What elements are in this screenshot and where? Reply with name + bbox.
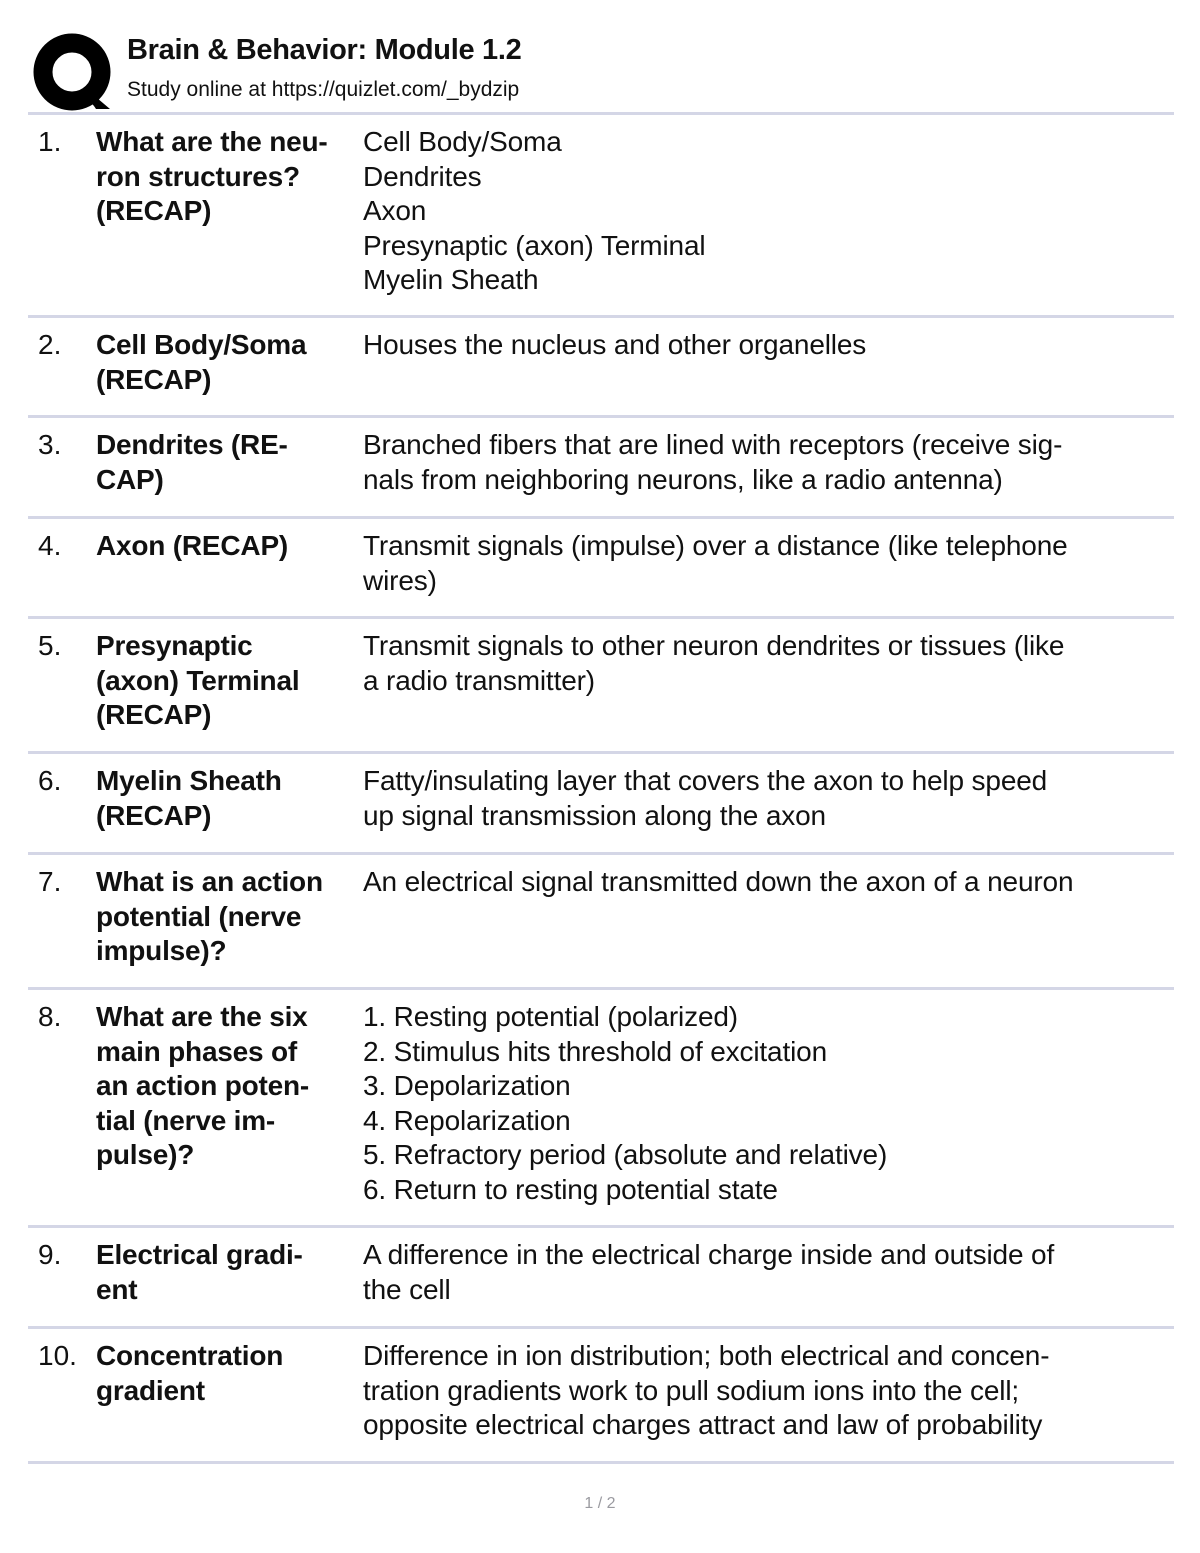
flashcard-row (28, 418, 1174, 519)
flashcard-row (28, 1228, 1174, 1329)
card-number: 8. (38, 1001, 62, 1032)
quizlet-logo-icon (32, 32, 136, 112)
card-term: Dendrites (RE- CAP) (96, 429, 288, 495)
card-definition: Cell Body/Soma Dendrites Axon Presynaptic (axon) Terminal Myelin Sheath (363, 126, 706, 295)
card-definition: An electrical signal transmitted down the axon of a neuron (363, 866, 1074, 897)
flashcard-row (28, 754, 1174, 855)
page-title: Brain & Behavior: Module 1.2 (127, 34, 522, 66)
flashcard-row (28, 318, 1174, 418)
page-subtitle: Study online at https://quizlet.com/_bydzip (127, 78, 520, 101)
flashcard-row (28, 619, 1174, 754)
card-term: Myelin Sheath (RECAP) (96, 765, 282, 831)
card-number: 2. (38, 329, 62, 360)
card-definition: 1. Resting potential (polarized) 2. Stimulus hits threshold of excitation 3. Depolarization 4. Repolarization 5. Refractory period (absolute and relative) 6. Return to resting potential state (363, 1001, 888, 1205)
flashcard-row (28, 115, 1174, 318)
card-definition: Houses the nucleus and other organelles (363, 329, 867, 360)
card-number: 4. (38, 530, 62, 561)
header (28, 28, 1174, 114)
card-term: Cell Body/Soma (RECAP) (96, 329, 307, 395)
flashcard-row (28, 990, 1174, 1228)
flashcard-row (28, 855, 1174, 990)
card-definition: Transmit signals (impulse) over a distance (like telephone wires) (363, 530, 1068, 596)
card-term: Axon (RECAP) (96, 530, 289, 561)
card-definition: Fatty/insulating layer that covers the axon to help speed up signal transmission along the axon (363, 765, 1048, 831)
flashcard-row (28, 1329, 1174, 1464)
card-term: Concentration gradient (96, 1340, 284, 1406)
card-definition: Transmit signals to other neuron dendrites or tissues (like a radio transmitter) (363, 630, 1065, 696)
card-term: What are the neu- ron structures? (RECAP) (96, 126, 328, 226)
page-indicator: 1 / 2 (584, 1495, 616, 1512)
card-number: 7. (38, 866, 62, 897)
card-term: What are the six main phases of an action poten- tial (nerve im- pulse)? (96, 1001, 310, 1170)
card-definition: Branched fibers that are lined with receptors (receive sig- nals from neighboring neurons, like a radio antenna) (363, 429, 1063, 495)
card-number: 9. (38, 1239, 62, 1270)
card-number: 3. (38, 429, 62, 460)
flashcard-list (28, 115, 1174, 1464)
card-number: 1. (38, 126, 62, 157)
card-term: What is an action potential (nerve impulse)? (96, 866, 323, 966)
card-definition: Difference in ion distribution; both electrical and concen- tration gradients work to pull sodium ions into the cell; opposite electrical charges attract and law of probability (363, 1340, 1050, 1440)
flashcard-row (28, 519, 1174, 619)
card-term: Presynaptic (axon) Terminal (RECAP) (96, 630, 300, 730)
card-number: 6. (38, 765, 62, 796)
card-definition: A difference in the electrical charge inside and outside of the cell (363, 1239, 1055, 1305)
card-number: 5. (38, 630, 62, 661)
card-number: 10. (38, 1340, 77, 1371)
card-term: Electrical gradi- ent (96, 1239, 303, 1305)
